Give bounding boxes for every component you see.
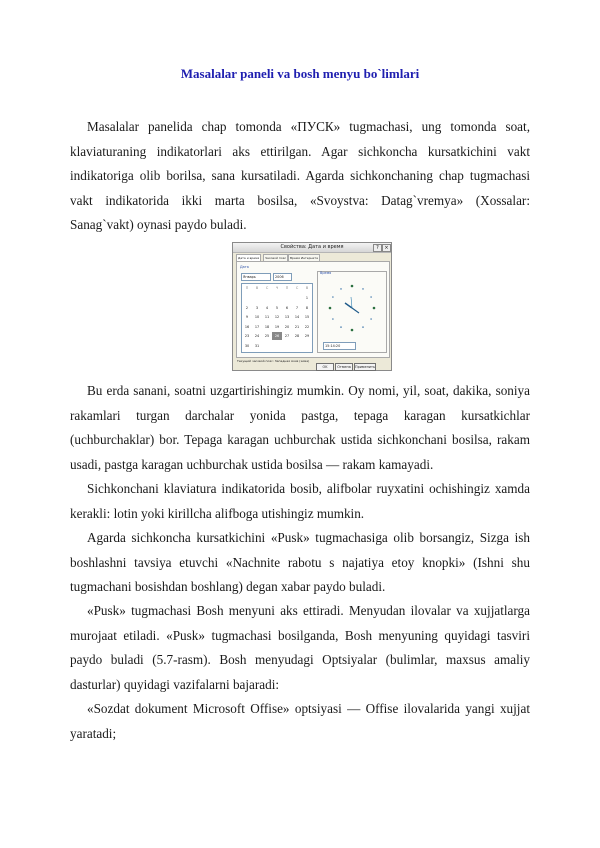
calendar-day[interactable]: 19 [274, 324, 280, 329]
calendar-day[interactable]: 29 [304, 334, 310, 338]
paragraph-2-text: Bu erda sanani, soatni uzgartirishingiz mumkin. Oy nomi, yil, soat, dakika, soniya rakamlari turgan darchalar yonida pastga, tepaga karagan kursatkichlar (uchburchaklar) bor. Tepaga karagan uchburchak ustida sichkonchani bosilsa, rakam usadi, pastga karagan uchburchak ustida bosilsa — rakam kamayadi. [70, 383, 530, 472]
calendar-day[interactable]: 7 [295, 305, 299, 310]
dialog-title: Свойства: Дата и время [233, 243, 391, 253]
clock-tick [373, 307, 376, 310]
calendar-weekday: П [245, 286, 249, 290]
time-input[interactable]: 15:14:20 [323, 342, 356, 350]
paragraph-3-text: Sichkonchani klaviatura indikatorida bosib, alifbolar ruyxatini ochishingiz xamda kerakli: lotin yoki kirillcha alifboga utishingiz mumkin. [70, 481, 530, 521]
cancel-button[interactable]: Отмена [335, 363, 353, 371]
calendar-day[interactable]: 1 [305, 296, 309, 300]
clock-tick [340, 288, 342, 290]
timezone-text: Текущий часовой пояс: Западная Азия (зима) [237, 359, 310, 363]
tab-timezone[interactable]: Часовой пояс [265, 256, 287, 260]
analog-clock-icon [318, 272, 386, 342]
calendar-day[interactable]: 17 [254, 324, 260, 329]
close-button[interactable]: × [382, 244, 391, 252]
calendar-day[interactable]: 31 [254, 343, 260, 348]
calendar-day[interactable]: 15 [304, 315, 310, 319]
year-spinner[interactable]: 2006 [273, 273, 292, 281]
clock-tick [351, 285, 354, 288]
calendar-day[interactable]: 24 [254, 334, 260, 338]
calendar-day[interactable]: 21 [294, 324, 300, 329]
calendar-day[interactable]: 23 [244, 334, 250, 338]
calendar-day[interactable]: 6 [285, 305, 289, 310]
calendar-day[interactable]: 11 [264, 315, 270, 319]
paragraph-2 [70, 379, 530, 477]
calendar-day[interactable]: 28 [294, 334, 300, 338]
calendar-day[interactable]: 13 [284, 315, 290, 319]
calendar-weekday: П [285, 286, 289, 290]
dialog-panel [236, 261, 390, 358]
calendar-day[interactable]: 16 [244, 324, 250, 329]
clock-tick [332, 296, 334, 298]
calendar-grid[interactable] [241, 283, 313, 353]
paragraph-5-text: «Pusk» tugmachasi Bosh menyuni aks ettiradi. Menyudan ilovalar va xujjatlarga murojaat etiladi. «Pusk» tugmachasi bosilganda, Bosh menyuning quyidagi tasviri paydo buladi (5.7-rasm). Bosh menyudagi Optsiyalar (bulimlar, maxsus amaliy dasturlar) quyidagi vazifalarni bajaradi: [70, 603, 530, 692]
page-title: Masalalar paneli va bosh menyu bo`limlari [180, 66, 420, 81]
paragraph-4-text: Agarda sichkoncha kursatkichini «Pusk» tugmachasiga olib borsangiz, Sizga ish boshlashni tavsiya etuvchi «Nachnite rabotu s najatiya etoy knopki» (Ishni shu tugmachani bosishdan boshlang) degan xabar paydo buladi. [70, 530, 530, 594]
clock-tick [340, 326, 342, 328]
calendar-day[interactable]: 30 [244, 343, 250, 348]
calendar-day[interactable]: 27 [284, 334, 290, 338]
calendar-day[interactable]: 4 [265, 305, 269, 310]
calendar-day[interactable]: 2 [245, 305, 249, 310]
tab-date-time[interactable]: Дата и время [238, 256, 260, 260]
help-button[interactable]: ? [373, 244, 382, 252]
paragraph-1 [70, 115, 530, 238]
calendar-day[interactable]: 26 [272, 332, 282, 340]
calendar-day[interactable]: 22 [304, 324, 310, 329]
clock-tick [362, 288, 364, 290]
calendar-day[interactable]: 25 [264, 334, 270, 338]
clock-tick [362, 326, 364, 328]
second-hand [351, 297, 352, 308]
tab-internet-time[interactable]: Время Интернета [290, 256, 318, 260]
hour-hand [345, 303, 352, 308]
minute-hand [352, 308, 359, 313]
clock-tick [370, 296, 372, 298]
calendar-day[interactable]: 8 [305, 305, 309, 310]
paragraph-3 [70, 477, 530, 526]
ok-button[interactable]: OK [316, 363, 334, 371]
calendar-day[interactable]: 5 [275, 305, 279, 310]
calendar-weekday: В [305, 286, 309, 290]
calendar-weekday: С [295, 286, 299, 290]
calendar-weekday: С [265, 286, 269, 290]
time-group-label: Время [320, 271, 332, 275]
date-time-properties-dialog [232, 242, 392, 371]
apply-button[interactable]: Применить [355, 365, 375, 369]
month-select[interactable]: Январь [241, 273, 271, 281]
calendar-day[interactable]: 18 [264, 324, 270, 329]
calendar-day[interactable]: 12 [274, 315, 280, 319]
calendar-day[interactable]: 9 [245, 315, 249, 319]
calendar-day[interactable]: 14 [294, 315, 300, 319]
paragraph-6-text: «Sozdat dokument Microsoft Offise» optsiyasi — Offise ilovalarida yangi xujjat yaratadi; [70, 701, 530, 741]
date-group-label: Дата [240, 265, 249, 269]
paragraph-6 [70, 697, 530, 746]
clock-frame [317, 271, 387, 353]
calendar-day[interactable]: 20 [284, 324, 290, 329]
calendar-day[interactable]: 3 [255, 305, 259, 310]
calendar-weekday: Ч [275, 286, 279, 290]
calendar-weekday: В [255, 286, 259, 290]
paragraph-4 [70, 526, 530, 600]
calendar-day[interactable]: 10 [254, 315, 260, 319]
clock-tick [370, 318, 372, 320]
paragraph-1-text: Masalalar panelida chap tomonda «ПУСК» tugmachasi, ung tomonda soat, klaviaturaning indikatorlari aks ettirilgan. Agar sichkoncha kursatkichini vakt indikatoriga olib borilsa, sana kursatiladi. Agarda sichkonchaning chap tugmachasi vakt indikatorida ikki marta bosilsa, «Svoystva: Datag`vremya» (Xossalar: Sanag`vakt) oynasi paydo buladi. [70, 119, 530, 232]
clock-tick [329, 307, 332, 310]
clock-tick [351, 329, 354, 332]
paragraph-5 [70, 599, 530, 697]
clock-tick [332, 318, 334, 320]
